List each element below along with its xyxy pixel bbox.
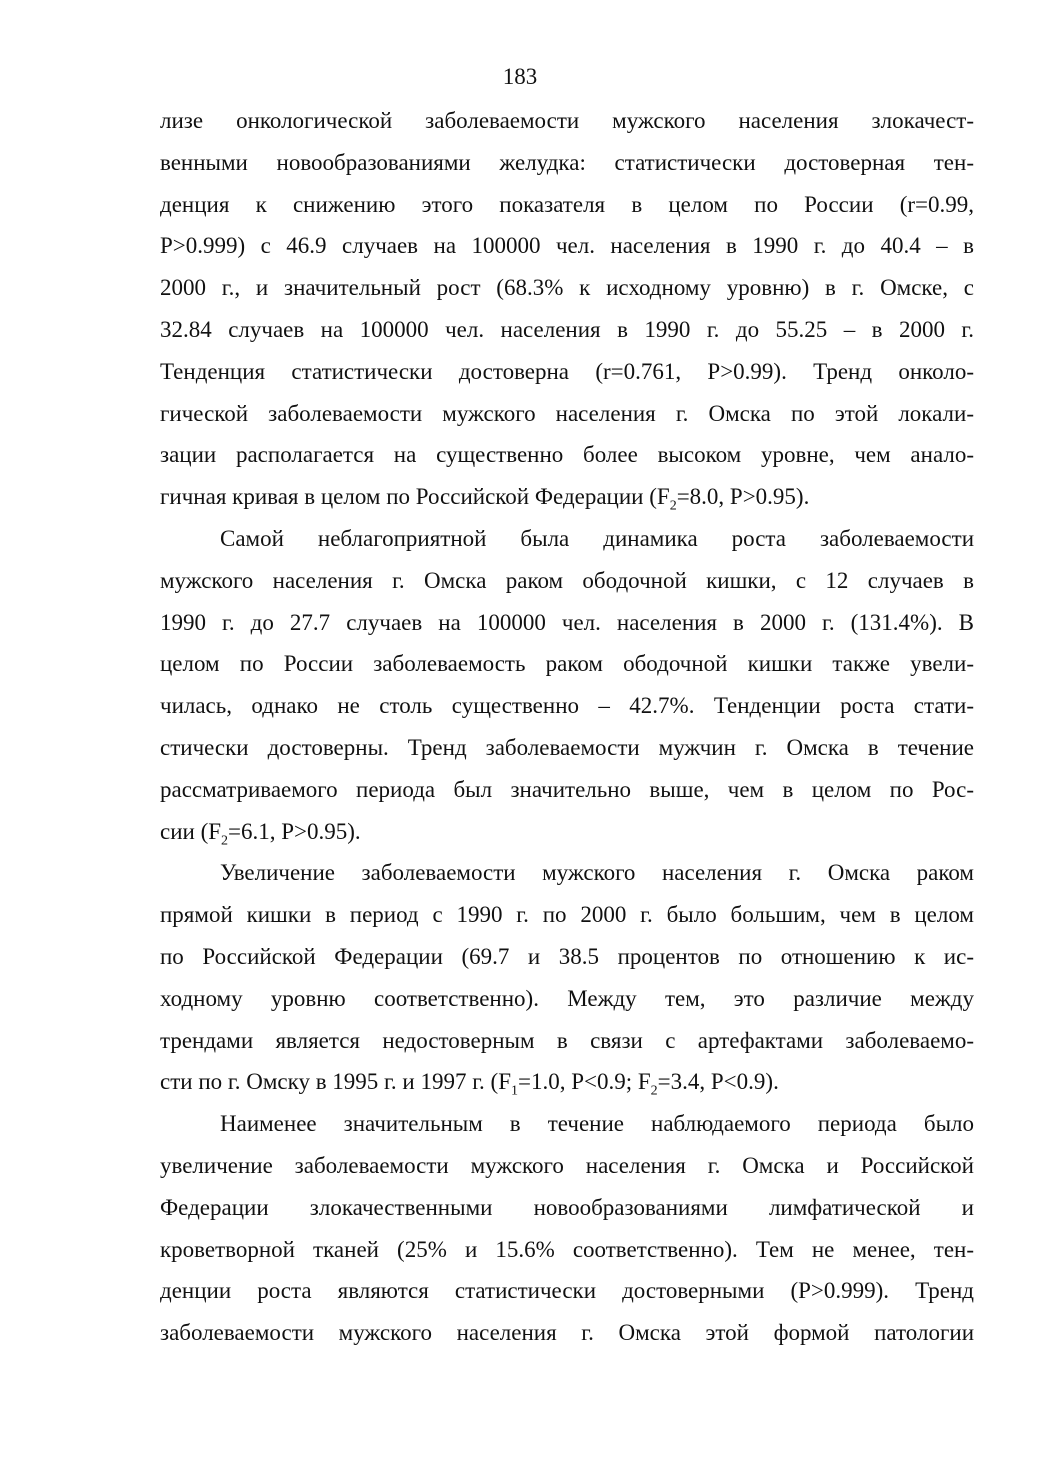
text-line: целом по России заболеваемость раком ободочной кишки также увели- [160,651,974,677]
text-line: заболеваемости мужского населения г. Омска этой формой патологии [160,1320,974,1346]
text-line: P>0.999) с 46.9 случаев на 100000 чел. населения в 1990 г. до 40.4 – в [160,233,974,259]
text-line: денция к снижению этого показателя в целом по России (r=0.99, [160,191,974,217]
text-line: лизе онкологической заболеваемости мужского населения злокачест- [160,108,974,133]
text-segment: сти по г. Омску в 1995 г. и 1997 г. (F [160,1069,511,1095]
text-line [160,1061,974,1103]
subscript: 2 [669,498,677,514]
text-line: 2000 г., и значительный рост (68.3% к исходному уровню) в г. Омске, с [160,275,974,301]
text-line: 1990 г. до 27.7 случаев на 100000 чел. населения в 2000 г. (131.4%). В [160,609,974,635]
text-line [160,476,974,518]
page-number: 183 [502,64,538,89]
paragraph-2 [160,518,974,852]
text-line: 32.84 случаев на 100000 чел. населения в 1990 г. до 55.25 – в 2000 г. [160,316,974,342]
text-line: зации располагается на существенно более высоком уровне, чем анало- [160,442,974,468]
text-segment: гичная кривая в целом по Российской Федерации (F [160,484,670,510]
text-line: венными новообразованиями желудка: статистически достоверная тен- [160,149,974,175]
paragraph-1 [160,100,974,518]
text-line: стически достоверны. Тренд заболеваемости мужчин г. Омска в течение [160,734,974,760]
subscript: 1 [511,1083,518,1099]
text-line: денции роста являются статистически достоверными (P>0.999). Тренд [160,1278,974,1304]
text-line: увеличение заболеваемости мужского населения г. Омска и Российской [160,1152,974,1178]
text-line: Наименее значительным в течение наблюдаемого периода было [220,1111,974,1137]
text-line: Федерации злокачественными новообразованиями лимфатической и [160,1194,974,1220]
text-segment: =8.0, P>0.95). [676,484,810,510]
text-line: мужского населения г. Омска раком ободочной кишки, с 12 случаев в [160,567,974,593]
text-line: Самой неблагоприятной была динамика роста заболеваемости [220,525,974,551]
text-segment: =3.4, P<0.9). [657,1069,779,1095]
text-line [160,811,974,853]
text-line: чилась, однако не столь существенно – 42.7%. Тенденции роста стати- [160,693,974,719]
text-line: Тенденция статистически достоверна (r=0.761, P>0.99). Тренд онколо- [160,358,974,384]
text-segment: =1.0, P<0.9; F [518,1069,651,1095]
paragraph-4 [160,1103,974,1354]
text-line: трендами является недостоверным в связи с артефактами заболеваемо- [160,1027,974,1053]
paragraph-3 [160,852,974,1103]
subscript: 2 [650,1083,658,1099]
text-segment: =6.1, P>0.95). [228,818,361,844]
text-line: кроветворной тканей (25% и 15.6% соответственно). Тем не менее, тен- [160,1236,974,1262]
text-line: гической заболеваемости мужского населения г. Омска по этой локали- [160,400,974,426]
text-line: по Российской Федерации (69.7 и 38.5 процентов по отношению к ис- [160,943,974,969]
document-body [160,100,974,1354]
text-segment: сии (F [160,818,222,844]
subscript: 2 [221,833,229,849]
text-line: ходному уровню соответственно). Между тем, это различие между [160,985,974,1011]
text-line: Увеличение заболеваемости мужского населения г. Омска раком [220,860,974,886]
text-line: прямой кишки в период с 1990 г. по 2000 г. было большим, чем в целом [160,902,974,928]
text-line: рассматриваемого периода был значительно выше, чем в целом по Рос- [160,776,974,802]
